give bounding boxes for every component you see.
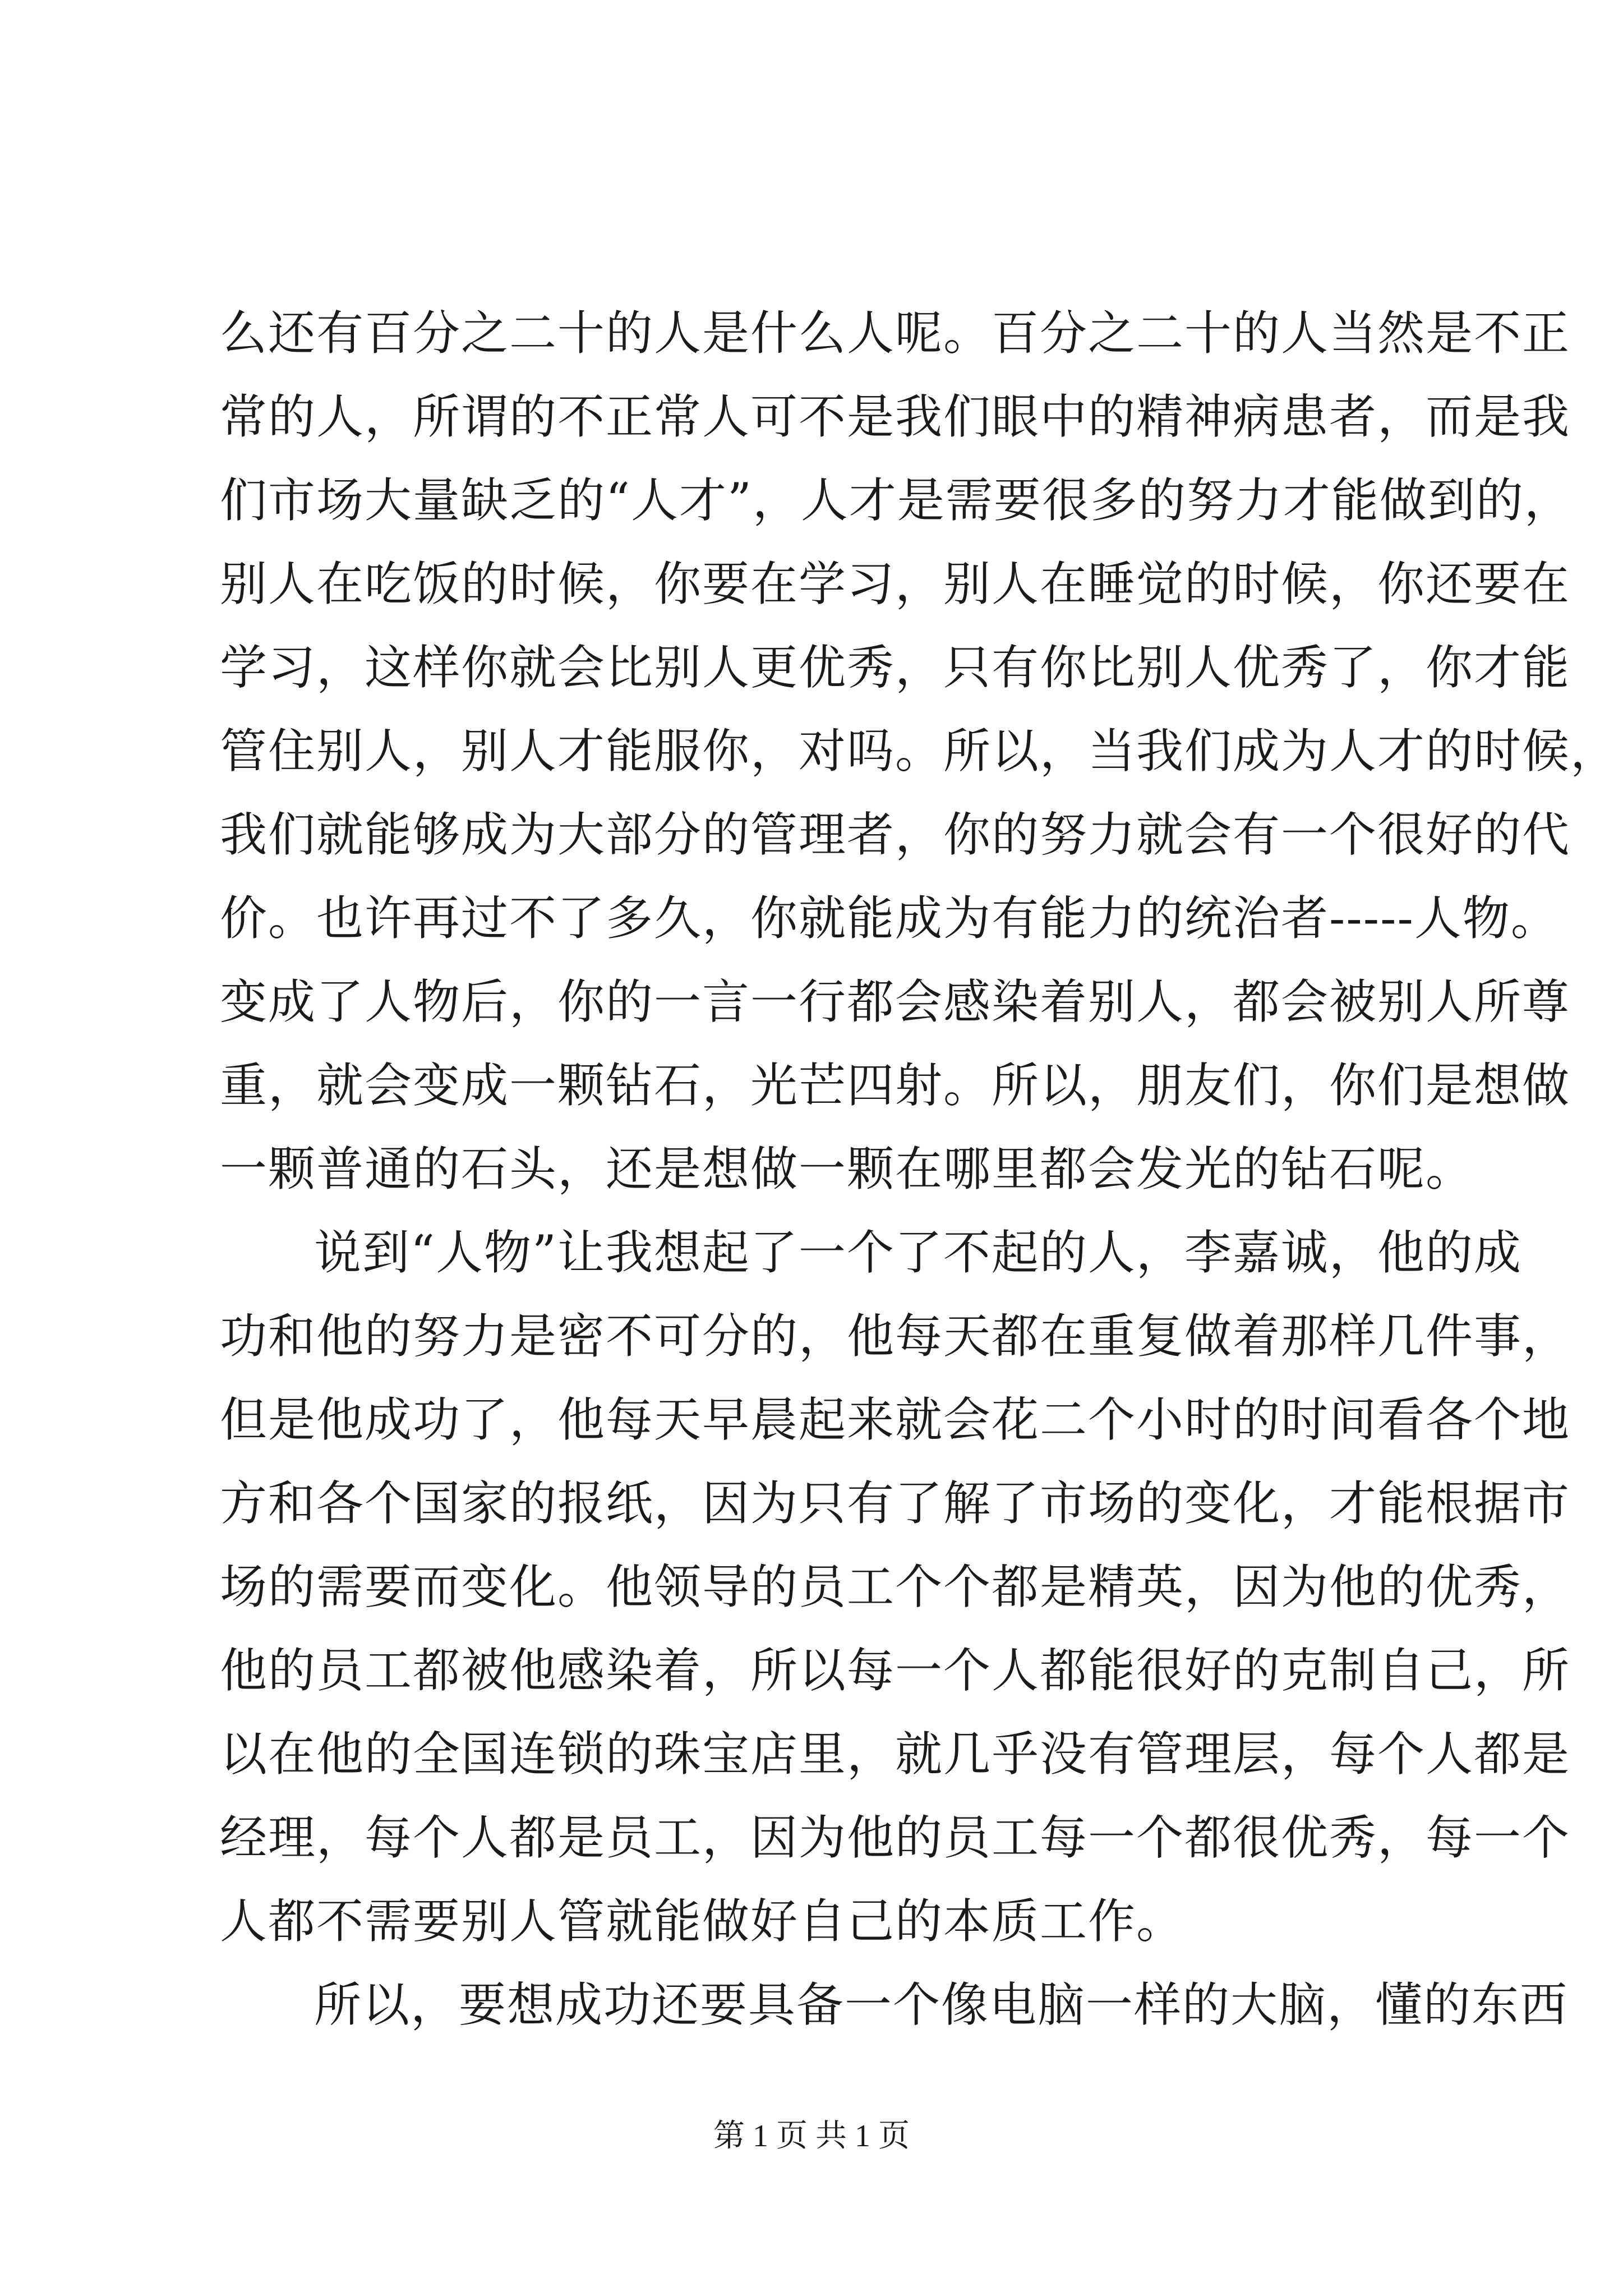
text-line: 他的员工都被他感染着，所以每一个人都能很好的克制自己，所	[220, 1643, 1571, 1698]
text-line: 一颗普通的石头，还是想做一颗在哪里都会发光的钻石呢。	[220, 1142, 1474, 1197]
paragraph-start-line: 所以，要想成功还要具备一个像电脑一样的大脑，懂的东西	[314, 1977, 1569, 2032]
text-line: 以在他的全国连锁的珠宝店里，就几乎没有管理层，每个人都是	[220, 1727, 1571, 1782]
text-line: 管住别人，别人才能服你，对吗。所以，当我们成为人才的时候，	[220, 724, 1619, 779]
text-line: 别人在吃饭的时候，你要在学习，别人在睡觉的时候，你还要在	[220, 556, 1571, 611]
text-line: 学习，这样你就会比别人更优秀，只有你比别人优秀了，你才能	[220, 640, 1571, 695]
text-line: 变成了人物后，你的一言一行都会感染着别人，都会被别人所尊	[220, 974, 1571, 1029]
text-line: 功和他的努力是密不可分的，他每天都在重复做着那样几件事，	[220, 1309, 1571, 1364]
text-line: 场的需要而变化。他领导的员工个个都是精英，因为他的优秀，	[220, 1559, 1571, 1614]
text-line: 但是他成功了，他每天早晨起来就会花二个小时的时间看各个地	[220, 1392, 1571, 1447]
document-body	[220, 292, 1619, 2047]
text-line: 常的人，所谓的不正常人可不是我们眼中的精神病患者，而是我	[220, 389, 1571, 444]
text-line: 重，就会变成一颗钻石，光芒四射。所以，朋友们，你们是想做	[220, 1058, 1571, 1113]
text-line: 么还有百分之二十的人是什么人呢。百分之二十的人当然是不正	[220, 306, 1571, 361]
text-line: 方和各个国家的报纸，因为只有了解了市场的变化，才能根据市	[220, 1476, 1571, 1531]
text-line: 经理，每个人都是员工，因为他的员工每一个都很优秀，每一个	[220, 1810, 1571, 1865]
paragraph-start-line: 说到“人物”让我想起了一个了不起的人，李嘉诚，他的成	[314, 1225, 1522, 1280]
text-line: 人都不需要别人管就能做好自己的本质工作。	[220, 1894, 1185, 1949]
text-line: 我们就能够成为大部分的管理者，你的努力就会有一个很好的代	[220, 807, 1571, 862]
text-line: 们市场大量缺乏的“人才”，人才是需要很多的努力才能做到的，	[220, 473, 1573, 528]
text-line: 价。也许再过不了多久，你就能成为有能力的统治者-----人物。	[220, 891, 1559, 946]
page-footer: 第 1 页 共 1 页	[713, 2119, 910, 2154]
